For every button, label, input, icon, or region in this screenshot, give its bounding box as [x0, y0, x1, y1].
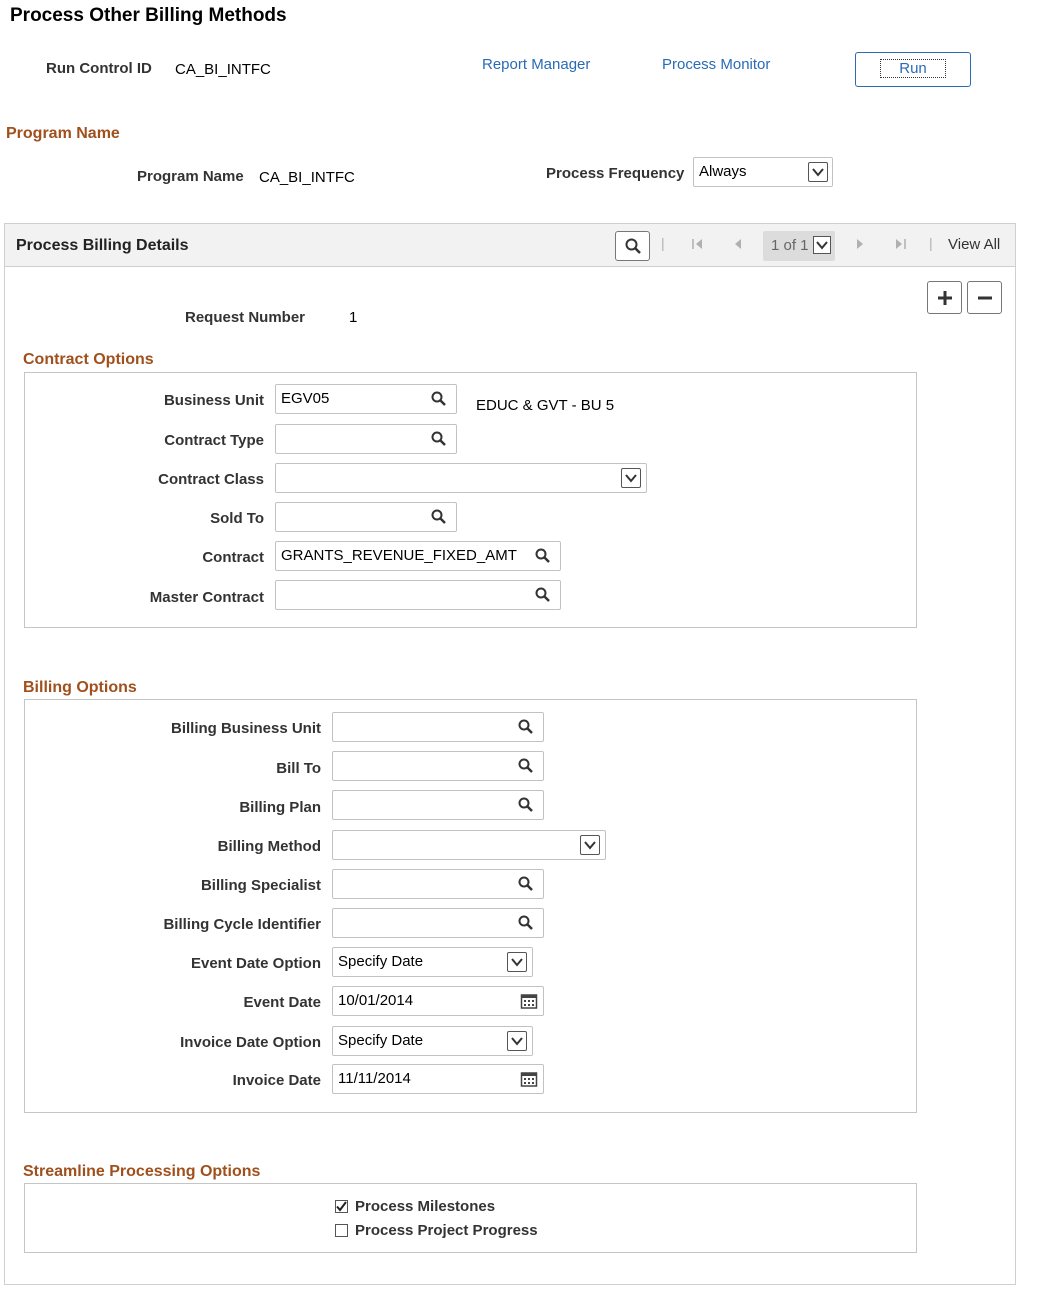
page-title: Process Other Billing Methods: [10, 5, 287, 26]
contract-options-title: Contract Options: [23, 351, 154, 368]
nav-separator: |: [929, 235, 933, 251]
process-milestones-checkbox[interactable]: [335, 1200, 348, 1213]
process-monitor-link[interactable]: Process Monitor: [662, 56, 771, 73]
chevron-down-icon: [813, 236, 831, 254]
streamline-options-title: Streamline Processing Options: [23, 1163, 261, 1180]
chevron-down-icon: [507, 1031, 527, 1051]
process-project-progress-label: Process Project Progress: [355, 1222, 538, 1239]
run-control-id-value: CA_BI_INTFC: [175, 61, 271, 78]
billing-cycle-identifier-label: Billing Cycle Identifier: [163, 916, 321, 933]
event-date-value: 10/01/2014: [338, 992, 414, 1009]
process-project-progress-checkbox[interactable]: [335, 1224, 348, 1237]
chevron-down-icon: [507, 952, 527, 972]
event-date-input[interactable]: [332, 986, 544, 1016]
contract-class-label: Contract Class: [158, 471, 264, 488]
search-icon[interactable]: [517, 914, 535, 932]
view-all-link[interactable]: View All: [948, 236, 1001, 253]
billing-options-title: Billing Options: [23, 679, 137, 696]
chevron-down-icon: [580, 835, 600, 855]
billing-specialist-label: Billing Specialist: [200, 877, 321, 894]
process-frequency-value: Always: [699, 163, 747, 180]
invoice-date-option-select[interactable]: [332, 1026, 533, 1056]
search-icon[interactable]: [517, 796, 535, 814]
bill-to-label: Bill To: [276, 760, 321, 777]
plus-icon: [936, 289, 954, 307]
contract-label: Contract: [202, 549, 264, 566]
billing-business-unit-input[interactable]: [332, 712, 544, 742]
run-button-label: Run: [880, 59, 946, 78]
grid-header: [4, 223, 1016, 267]
process-frequency-select[interactable]: [693, 157, 833, 187]
search-icon[interactable]: [517, 875, 535, 893]
nav-separator: |: [661, 235, 665, 251]
first-page-icon[interactable]: [691, 237, 705, 251]
run-control-id-label: Run Control ID: [46, 60, 152, 77]
chevron-down-icon: [808, 162, 828, 182]
prev-page-icon[interactable]: [731, 237, 745, 251]
next-page-icon[interactable]: [853, 237, 867, 251]
grid-search-button[interactable]: [615, 231, 650, 261]
business-unit-label: Business Unit: [163, 392, 264, 409]
billing-method-label: Billing Method: [217, 838, 321, 855]
master-contract-input[interactable]: [275, 580, 561, 610]
invoice-date-option-value: Specify Date: [338, 1032, 424, 1049]
search-icon[interactable]: [534, 547, 552, 565]
program-name-label: Program Name: [137, 168, 244, 185]
run-button[interactable]: [855, 52, 971, 87]
contract-value: GRANTS_REVENUE_FIXED_AMT: [281, 547, 517, 564]
bill-to-input[interactable]: [332, 751, 544, 781]
add-row-button[interactable]: [927, 281, 962, 314]
contract-class-select[interactable]: [275, 463, 647, 493]
delete-row-button[interactable]: [967, 281, 1002, 314]
grid-title: Process Billing Details: [16, 237, 189, 254]
process-frequency-label: Process Frequency: [546, 165, 685, 182]
sold-to-label: Sold To: [210, 510, 264, 527]
event-date-option-value: Specify Date: [338, 953, 424, 970]
search-icon[interactable]: [534, 586, 552, 604]
streamline-options-box: [24, 1183, 917, 1253]
calendar-icon[interactable]: [520, 992, 538, 1010]
search-icon[interactable]: [517, 718, 535, 736]
search-icon[interactable]: [430, 508, 448, 526]
contract-input[interactable]: [275, 541, 561, 571]
search-icon[interactable]: [430, 390, 448, 408]
report-manager-link[interactable]: Report Manager: [482, 56, 591, 73]
event-date-option-label: Event Date Option: [190, 955, 321, 972]
search-icon[interactable]: [517, 757, 535, 775]
event-date-option-select[interactable]: [332, 947, 533, 977]
invoice-date-value: 11/11/2014: [338, 1070, 411, 1087]
contract-type-label: Contract Type: [164, 432, 264, 449]
search-icon: [624, 237, 642, 255]
billing-plan-label: Billing Plan: [239, 799, 321, 816]
business-unit-input[interactable]: [275, 384, 457, 414]
sold-to-input[interactable]: [275, 502, 457, 532]
program-name-value: CA_BI_INTFC: [259, 169, 355, 186]
invoice-date-input[interactable]: [332, 1064, 544, 1094]
page-selector[interactable]: [763, 231, 835, 261]
business-unit-value: EGV05: [281, 390, 330, 407]
process-milestones-label: Process Milestones: [355, 1198, 496, 1215]
billing-method-select[interactable]: [332, 830, 606, 860]
event-date-label: Event Date: [243, 994, 321, 1011]
business-unit-description: EDUC & GVT - BU 5: [476, 397, 615, 414]
invoice-date-option-label: Invoice Date Option: [180, 1034, 321, 1051]
search-icon[interactable]: [430, 430, 448, 448]
billing-cycle-identifier-input[interactable]: [332, 908, 544, 938]
master-contract-label: Master Contract: [149, 589, 264, 606]
chevron-down-icon: [621, 468, 641, 488]
request-number-label: Request Number: [185, 309, 306, 326]
billing-business-unit-label: Billing Business Unit: [170, 720, 321, 737]
calendar-icon[interactable]: [520, 1070, 538, 1088]
page-indicator: 1 of 1: [771, 237, 809, 254]
invoice-date-label: Invoice Date: [232, 1072, 321, 1089]
billing-plan-input[interactable]: [332, 790, 544, 820]
last-page-icon[interactable]: [893, 237, 907, 251]
program-name-section-title: Program Name: [6, 125, 120, 142]
request-number-value: 1: [349, 309, 358, 326]
minus-icon: [976, 289, 994, 307]
billing-specialist-input[interactable]: [332, 869, 544, 899]
contract-type-input[interactable]: [275, 424, 457, 454]
check-icon: [335, 1200, 348, 1213]
